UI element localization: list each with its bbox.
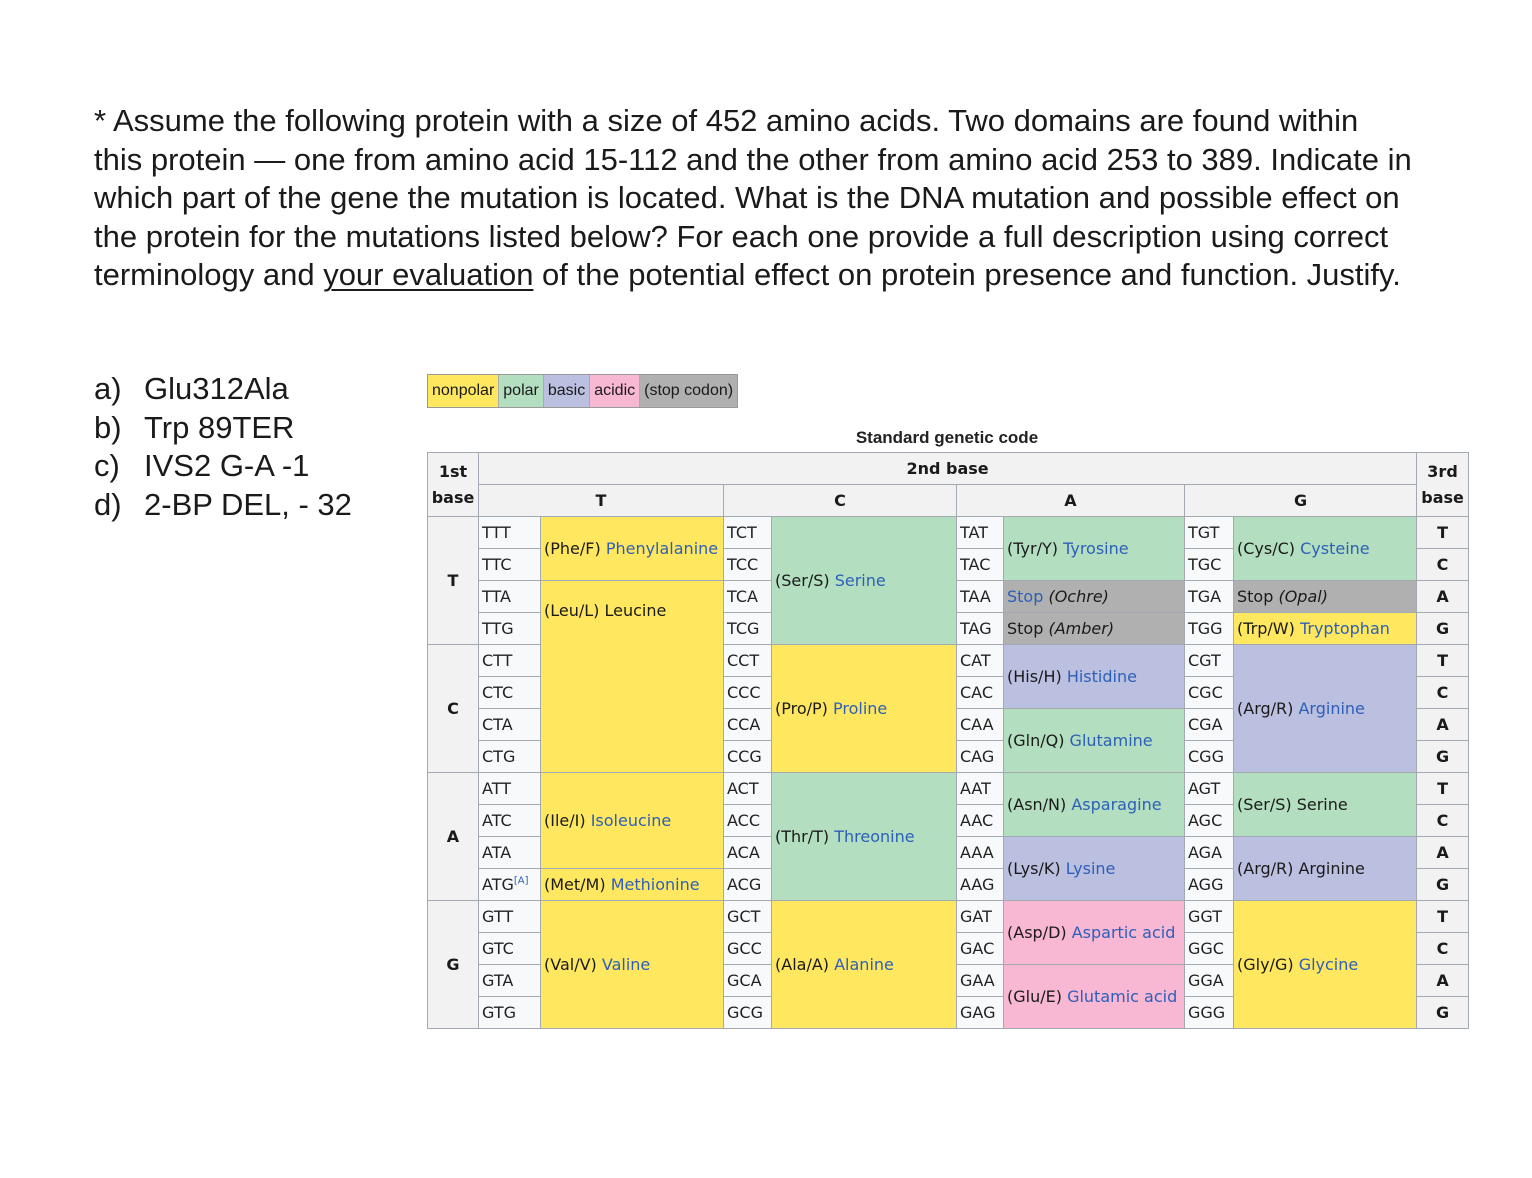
codon-AAA: AAA <box>957 837 1004 869</box>
amino-arg2 <box>1234 837 1417 901</box>
codon-CGA: CGA <box>1185 709 1234 741</box>
amino-name: Arginine <box>1298 699 1365 718</box>
amino-abbr: (Glu/E) <box>1007 987 1062 1006</box>
codon-GCG: GCG <box>724 997 772 1029</box>
amino-abbr: (Phe/F) <box>544 539 601 558</box>
amino-abbr: (Asp/D) <box>1007 923 1067 942</box>
codon-TGG: TGG <box>1185 613 1234 645</box>
legend-stop-codon: (stop codon) <box>639 375 737 407</box>
amino-trp <box>1234 613 1417 645</box>
mutation-list <box>94 370 352 524</box>
codon-GAG: GAG <box>957 997 1004 1029</box>
amino-name: Lysine <box>1065 859 1116 878</box>
codon-GTA: GTA <box>479 965 541 997</box>
codon-ACC: ACC <box>724 805 772 837</box>
codon-TCG: TCG <box>724 613 772 645</box>
option-label: b) <box>94 409 122 445</box>
first-base-T: T <box>428 517 479 645</box>
amino-name: Phenylalanine <box>605 539 719 558</box>
option-text: 2-BP DEL, - 32 <box>144 486 352 522</box>
amino-name: Leucine <box>604 601 667 620</box>
codon-CCT: CCT <box>724 645 772 677</box>
amino-pro <box>772 645 957 773</box>
table-row <box>428 901 1469 933</box>
amino-val <box>541 901 724 1029</box>
codon-TGT: TGT <box>1185 517 1234 549</box>
amino-abbr: (Ser/S) <box>775 571 830 590</box>
amino-asn <box>1004 773 1185 837</box>
legend-acidic: acidic <box>589 375 639 407</box>
codon-AAT: AAT <box>957 773 1004 805</box>
codon-CGC: CGC <box>1185 677 1234 709</box>
question-underlined: your evaluation <box>323 257 534 293</box>
amino-his <box>1004 645 1185 709</box>
amino-abbr: (Asn/N) <box>1007 795 1067 814</box>
codon-AAC: AAC <box>957 805 1004 837</box>
option-text: IVS2 G-A -1 <box>144 448 310 484</box>
third-base-G: G <box>1417 997 1469 1029</box>
option-b <box>94 409 352 448</box>
amino-name: Threonine <box>834 827 915 846</box>
amino-abbr: Stop <box>1237 587 1274 606</box>
third-base-T: T <box>1417 901 1469 933</box>
amino-abbr: (His/H) <box>1007 667 1062 686</box>
third-base-C: C <box>1417 933 1469 965</box>
codon-TAG: TAG <box>957 613 1004 645</box>
codon-GCT: GCT <box>724 901 772 933</box>
amino-name: (Amber) <box>1048 619 1115 638</box>
third-base-C: C <box>1417 805 1469 837</box>
amino-abbr: (Ala/A) <box>775 955 830 974</box>
codon-AAG: AAG <box>957 869 1004 901</box>
legend-nonpolar: nonpolar <box>428 375 498 407</box>
second-base-T: T <box>479 485 724 517</box>
table-title: Standard genetic code <box>855 428 1039 447</box>
amino-name: Serine <box>834 571 886 590</box>
amino-name: Cysteine <box>1300 539 1370 558</box>
codon-CCA: CCA <box>724 709 772 741</box>
third-base-T: T <box>1417 645 1469 677</box>
third-base-G: G <box>1417 613 1469 645</box>
codon-CCC: CCC <box>724 677 772 709</box>
codon-GCA: GCA <box>724 965 772 997</box>
third-base-G: G <box>1417 869 1469 901</box>
codon-TCC: TCC <box>724 549 772 581</box>
third-base-T: T <box>1417 517 1469 549</box>
amino-abbr: Stop <box>1007 587 1044 606</box>
third-base-C: C <box>1417 677 1469 709</box>
header-row-1 <box>428 453 1469 485</box>
codon-ACT: ACT <box>724 773 772 805</box>
genetic-code-table <box>427 452 1469 1029</box>
codon-text: ATG <box>482 875 514 894</box>
amino-opal <box>1234 581 1417 613</box>
codon-AGG: AGG <box>1185 869 1234 901</box>
amino-gly <box>1234 901 1417 1029</box>
amino-ochre <box>1004 581 1185 613</box>
codon-TTA: TTA <box>479 581 541 613</box>
question-part2: of the potential effect on protein presence and function. Justify. <box>533 257 1401 293</box>
codon-TAT: TAT <box>957 517 1004 549</box>
codon-GAC: GAC <box>957 933 1004 965</box>
amino-thr <box>772 773 957 901</box>
option-text: Glu312Ala <box>144 371 289 406</box>
amino-tyr <box>1004 517 1185 581</box>
codon-ACA: ACA <box>724 837 772 869</box>
amino-name: (Opal) <box>1278 587 1328 606</box>
amino-name: Isoleucine <box>590 811 672 830</box>
amino-abbr: (Trp/W) <box>1237 619 1295 638</box>
amino-name: (Ochre) <box>1048 587 1109 606</box>
amino-abbr: (Thr/T) <box>775 827 830 846</box>
codon-GCC: GCC <box>724 933 772 965</box>
amino-met <box>541 869 724 901</box>
amino-abbr: (Pro/P) <box>775 699 828 718</box>
codon-GTC: GTC <box>479 933 541 965</box>
amino-abbr: (Arg/R) <box>1237 859 1294 878</box>
codon-TGA: TGA <box>1185 581 1234 613</box>
amino-abbr: (Gly/G) <box>1237 955 1294 974</box>
first-base-G: G <box>428 901 479 1029</box>
second-base-C: C <box>724 485 957 517</box>
codon-GGC: GGC <box>1185 933 1234 965</box>
option-text: Trp 89TER <box>144 409 295 445</box>
codon-CAA: CAA <box>957 709 1004 741</box>
amino-abbr: (Val/V) <box>544 955 597 974</box>
amino-name: Glutamine <box>1069 731 1153 750</box>
codon-GTG: GTG <box>479 997 541 1029</box>
codon-CTC: CTC <box>479 677 541 709</box>
codon-TGC: TGC <box>1185 549 1234 581</box>
amino-name: Tyrosine <box>1063 539 1129 558</box>
third-base-A: A <box>1417 709 1469 741</box>
codon-TCT: TCT <box>724 517 772 549</box>
amino-name: Arginine <box>1298 859 1365 878</box>
codon-CAC: CAC <box>957 677 1004 709</box>
amino-ile <box>541 773 724 869</box>
third-base-header: 3rd base <box>1417 453 1469 517</box>
codon-TTC: TTC <box>479 549 541 581</box>
amino-abbr: (Arg/R) <box>1237 699 1294 718</box>
codon-CAG: CAG <box>957 741 1004 773</box>
option-c <box>94 447 352 486</box>
amino-name: Glycine <box>1298 955 1359 974</box>
codon-ACG: ACG <box>724 869 772 901</box>
codon-AGC: AGC <box>1185 805 1234 837</box>
amino-abbr: (Cys/C) <box>1237 539 1296 558</box>
option-label: c) <box>94 448 120 484</box>
color-legend <box>427 374 738 408</box>
amino-abbr: (Gln/Q) <box>1007 731 1065 750</box>
third-base-A: A <box>1417 581 1469 613</box>
second-base-header: 2nd base <box>479 453 1417 485</box>
second-base-A: A <box>957 485 1185 517</box>
amino-abbr: Stop <box>1007 619 1044 638</box>
amino-ala <box>772 901 957 1029</box>
third-base-A: A <box>1417 837 1469 869</box>
table-row <box>428 773 1469 805</box>
amino-abbr: (Ser/S) <box>1237 795 1292 814</box>
amino-name: Aspartic acid <box>1071 923 1176 942</box>
amino-glu <box>1004 965 1185 1029</box>
codon-GGT: GGT <box>1185 901 1234 933</box>
codon-AGT: AGT <box>1185 773 1234 805</box>
first-base-C: C <box>428 645 479 773</box>
codon-TAA: TAA <box>957 581 1004 613</box>
codon-CTG: CTG <box>479 741 541 773</box>
legend-polar: polar <box>498 375 543 407</box>
codon-AGA: AGA <box>1185 837 1234 869</box>
amino-lys <box>1004 837 1185 901</box>
codon-CTT: CTT <box>479 645 541 677</box>
header-row-2 <box>428 485 1469 517</box>
amino-name: Methionine <box>610 875 700 894</box>
third-base-A: A <box>1417 965 1469 997</box>
amino-asp <box>1004 901 1185 965</box>
codon-GTT: GTT <box>479 901 541 933</box>
amino-abbr: (Leu/L) <box>544 601 600 620</box>
codon-ATA: ATA <box>479 837 541 869</box>
footnote-link[interactable]: [A] <box>513 875 529 887</box>
codon-GGA: GGA <box>1185 965 1234 997</box>
third-base-C: C <box>1417 549 1469 581</box>
codon-CGT: CGT <box>1185 645 1234 677</box>
codon-TAC: TAC <box>957 549 1004 581</box>
amino-name: Valine <box>601 955 651 974</box>
first-base-A: A <box>428 773 479 901</box>
codon-CAT: CAT <box>957 645 1004 677</box>
codon-ATG <box>479 869 541 901</box>
amino-amber <box>1004 613 1185 645</box>
codon-CGG: CGG <box>1185 741 1234 773</box>
option-d <box>94 486 352 525</box>
codon-TTT: TTT <box>479 517 541 549</box>
option-a <box>94 370 352 409</box>
amino-name: Proline <box>833 699 888 718</box>
codon-CTA: CTA <box>479 709 541 741</box>
codon-GAT: GAT <box>957 901 1004 933</box>
third-base-T: T <box>1417 773 1469 805</box>
amino-name: Histidine <box>1066 667 1137 686</box>
second-base-G: G <box>1185 485 1417 517</box>
amino-phe <box>541 517 724 581</box>
table-row <box>428 517 1469 549</box>
codon-CCG: CCG <box>724 741 772 773</box>
third-base-G: G <box>1417 741 1469 773</box>
amino-name: Serine <box>1296 795 1348 814</box>
amino-leu <box>541 581 724 773</box>
amino-gln <box>1004 709 1185 773</box>
question-part1: * Assume the following protein with a size of 452 amino acids. Two domains are found within this protein — one from amino acid 15-112 and the other from amino acid 253 to 389. Indicate in which part of the gene the mutation is located. What is the DNA mutation and possible effect on the protein for the mutations listed below? For each one provide a full description using correct terminology and <box>94 103 1412 293</box>
amino-abbr: (Tyr/Y) <box>1007 539 1058 558</box>
amino-name: Tryptophan <box>1299 619 1390 638</box>
amino-arg <box>1234 645 1417 773</box>
codon-GAA: GAA <box>957 965 1004 997</box>
option-label: a) <box>94 371 122 406</box>
amino-name: Alanine <box>834 955 894 974</box>
amino-abbr: (Lys/K) <box>1007 859 1061 878</box>
amino-ser <box>772 517 957 645</box>
amino-cys <box>1234 517 1417 581</box>
question-text <box>94 102 1414 295</box>
amino-ser2 <box>1234 773 1417 837</box>
codon-TCA: TCA <box>724 581 772 613</box>
option-label: d) <box>94 486 122 522</box>
codon-GGG: GGG <box>1185 997 1234 1029</box>
amino-name: Glutamic acid <box>1067 987 1178 1006</box>
legend-basic: basic <box>543 375 589 407</box>
codon-TTG: TTG <box>479 613 541 645</box>
codon-ATT: ATT <box>479 773 541 805</box>
amino-name: Asparagine <box>1071 795 1162 814</box>
first-base-header: 1st base <box>428 453 479 517</box>
codon-ATC: ATC <box>479 805 541 837</box>
amino-abbr: (Met/M) <box>544 875 606 894</box>
amino-abbr: (Ile/I) <box>544 811 586 830</box>
